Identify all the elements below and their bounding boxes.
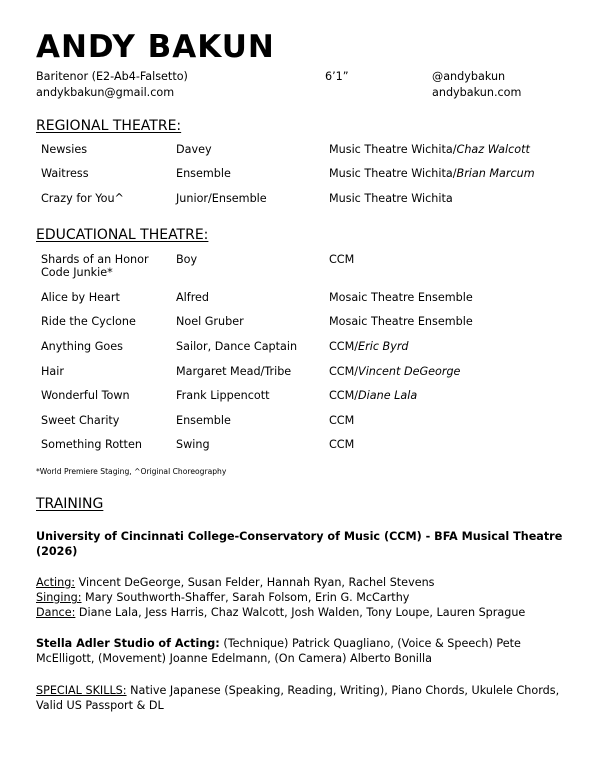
credit-show: Crazy for You^ xyxy=(41,192,124,205)
credit-venue: CCM xyxy=(329,253,355,266)
credit-venue: CCM/Vincent DeGeorge xyxy=(329,365,461,378)
singing-label: Singing: xyxy=(36,591,82,604)
credit-role: Davey xyxy=(176,143,212,156)
regional-theatre-heading: REGIONAL THEATRE: xyxy=(36,118,182,134)
height: 6’1” xyxy=(325,70,349,83)
credit-role: Sailor, Dance Captain xyxy=(176,340,298,353)
stella-adler-training: Stella Adler Studio of Acting: (Technique) Patrick Quagliano, (Voice & Speech) Pete McElligott, (Movement) Joanne Edelmann, (On Camera) Alberto Bonilla xyxy=(36,637,521,665)
credit-show: Shards of an Honor Code Junkie* xyxy=(41,253,149,279)
page-title: ANDY BAKUN xyxy=(36,29,275,65)
credit-role: Margaret Mead/Tribe xyxy=(176,365,292,378)
credit-venue: Music Theatre Wichita/Chaz Walcott xyxy=(329,143,530,156)
credit-venue: Mosaic Theatre Ensemble xyxy=(329,291,473,304)
credit-show: Waitress xyxy=(41,167,89,180)
email: andykbakun@gmail.com xyxy=(36,86,175,99)
credit-show: Anything Goes xyxy=(41,340,123,353)
credit-role: Ensemble xyxy=(176,167,231,180)
credit-show: Newsies xyxy=(41,143,88,156)
stella-label: Stella Adler Studio of Acting: xyxy=(36,637,220,650)
credit-venue: CCM xyxy=(329,438,355,451)
special-skills: SPECIAL SKILLS: Native Japanese (Speaking, Reading, Writing), Piano Chords, Ukulele Chords, Valid US Passport & DL xyxy=(36,684,560,712)
voice-type: Baritenor (E2-Ab4-Falsetto) xyxy=(36,70,188,83)
credit-show: Hair xyxy=(41,365,64,378)
singing-teachers: Singing: Mary Southworth-Shaffer, Sarah Folsom, Erin G. McCarthy xyxy=(36,591,410,604)
credit-venue: CCM xyxy=(329,414,355,427)
special-skills-label: SPECIAL SKILLS: xyxy=(36,684,127,697)
credit-role: Junior/Ensemble xyxy=(176,192,267,205)
credit-show: Alice by Heart xyxy=(41,291,120,304)
credit-role: Noel Gruber xyxy=(176,315,244,328)
credit-venue: CCM/Eric Byrd xyxy=(329,340,409,353)
dance-label: Dance: xyxy=(36,606,76,619)
credit-role: Alfred xyxy=(176,291,210,304)
credit-director: Diane Lala xyxy=(358,389,418,402)
acting-teachers: Acting: Vincent DeGeorge, Susan Felder, Hannah Ryan, Rachel Stevens xyxy=(36,576,435,589)
credit-show: Sweet Charity xyxy=(41,414,120,427)
school-name: University of Cincinnati College-Conservatory of Music (CCM) - BFA Musical Theatre (2026) xyxy=(36,530,563,558)
credit-director: Brian Marcum xyxy=(456,167,535,180)
credit-show: Something Rotten xyxy=(41,438,142,451)
credit-director: Vincent DeGeorge xyxy=(358,365,461,378)
credit-director: Chaz Walcott xyxy=(456,143,530,156)
footnote: *World Premiere Staging, ^Original Choreography xyxy=(36,467,227,476)
credit-show: Wonderful Town xyxy=(41,389,130,402)
educational-theatre-heading: EDUCATIONAL THEATRE: xyxy=(36,227,209,243)
training-heading: TRAINING xyxy=(36,496,104,512)
credit-role: Frank Lippencott xyxy=(176,389,270,402)
credit-venue: Mosaic Theatre Ensemble xyxy=(329,315,473,328)
credit-venue: Music Theatre Wichita/Brian Marcum xyxy=(329,167,535,180)
credit-show: Ride the Cyclone xyxy=(41,315,136,328)
acting-label: Acting: xyxy=(36,576,76,589)
dance-teachers: Dance: Diane Lala, Jess Harris, Chaz Walcott, Josh Walden, Tony Loupe, Lauren Sprague xyxy=(36,606,526,619)
website: andybakun.com xyxy=(432,86,522,99)
credit-role: Boy xyxy=(176,253,198,266)
credit-role: Swing xyxy=(176,438,210,451)
credit-venue: Music Theatre Wichita xyxy=(329,192,453,205)
credit-director: Eric Byrd xyxy=(358,340,409,353)
social-handle: @andybakun xyxy=(432,70,506,83)
credit-venue: CCM/Diane Lala xyxy=(329,389,418,402)
credit-role: Ensemble xyxy=(176,414,231,427)
